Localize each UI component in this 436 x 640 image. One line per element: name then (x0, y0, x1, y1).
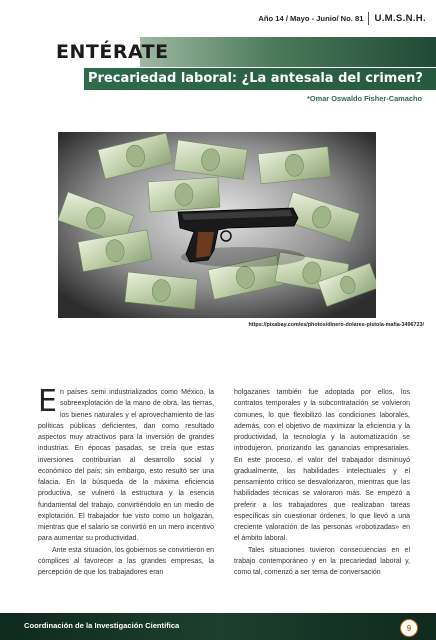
article-column-left (38, 384, 214, 578)
paragraph: holgazanes también fue adoptada por ellos, los contratos temporales y la subcontratación se volvieron comunes, lo que flexibilizó las condiciones laborales, además, con el objetivo de maximizar la eficiencia y la productividad, la tecnología y la automatización se introdujeron, priorizando las ganancias empresariales. En este proceso, el valor del trabajador disminuyó gradualmente, las habilidades intelectuales y el pensamiento crítico se desvalorizaron, mientras que las habilidades técnicas se valoraron más. Se empezó a preferir a los trabajadores que realizaban tareas específicas sin cuestionar órdenes, lo que llevó a una creciente valoración de las personas «robotizadas» en el ámbito laboral. (234, 389, 410, 543)
article-author: *Omar Oswaldo Fisher-Camacho (307, 94, 422, 103)
pistol-dollar-bills-photo (58, 132, 376, 318)
paragraph-text: n países semi industrializados como México, la sobreexplotación de la mano de obra, las tierras, los bienes naturales y el aprovechamiento de las políticas públicas deficientes, dan como resultado aspectos muy atractivos para la inversión de grandes industrias. En épocas pasadas, se creía que estas inversiones contribuirían al desarrollo social y económico del país; sin embargo, esto resultó ser una falacia. En la búsqueda de la máxima eficiencia productiva, se vulneró la estructura y la esencia fundamental del trabajo, convirtiéndolo en un medio de explotación. El trabajador fue visto como un holgazán, mientras que el salario se convirtió en un mero incentivo para aumentar su productividad. (38, 389, 214, 543)
paragraph: Ante esta situación, los gobiernos se convirtieron en cómplices al favorecer a las grandes empresas, la percepción de que los trabajadores eran (38, 546, 214, 576)
issue-header (258, 12, 426, 25)
institution-name: U.M.S.N.H. (374, 13, 426, 24)
paragraph (38, 384, 214, 545)
paragraph: Tales situaciones tuvieron consecuencias en el trabajo contemporáneo y en la precariedad laboral y, como tal, comenzó a ser tema de conversación (234, 546, 410, 576)
section-title: ENTÉRATE (56, 41, 169, 63)
issue-info: Año 14 / Mayo - Junio/ No. 81 (258, 14, 364, 23)
image-credit: https://pixabay.com/es/photos/dinero-dolares-pistola-mafia-3496723/ (248, 322, 424, 328)
footer-label: Coordinación de la Investigación Científica (24, 621, 180, 630)
header-divider (368, 12, 369, 25)
page-number: 9 (400, 619, 418, 637)
drop-cap: E (38, 384, 57, 419)
article-title: Precariedad laboral: ¿La antesala del crimen? (88, 71, 423, 86)
article-column-right (234, 387, 410, 578)
